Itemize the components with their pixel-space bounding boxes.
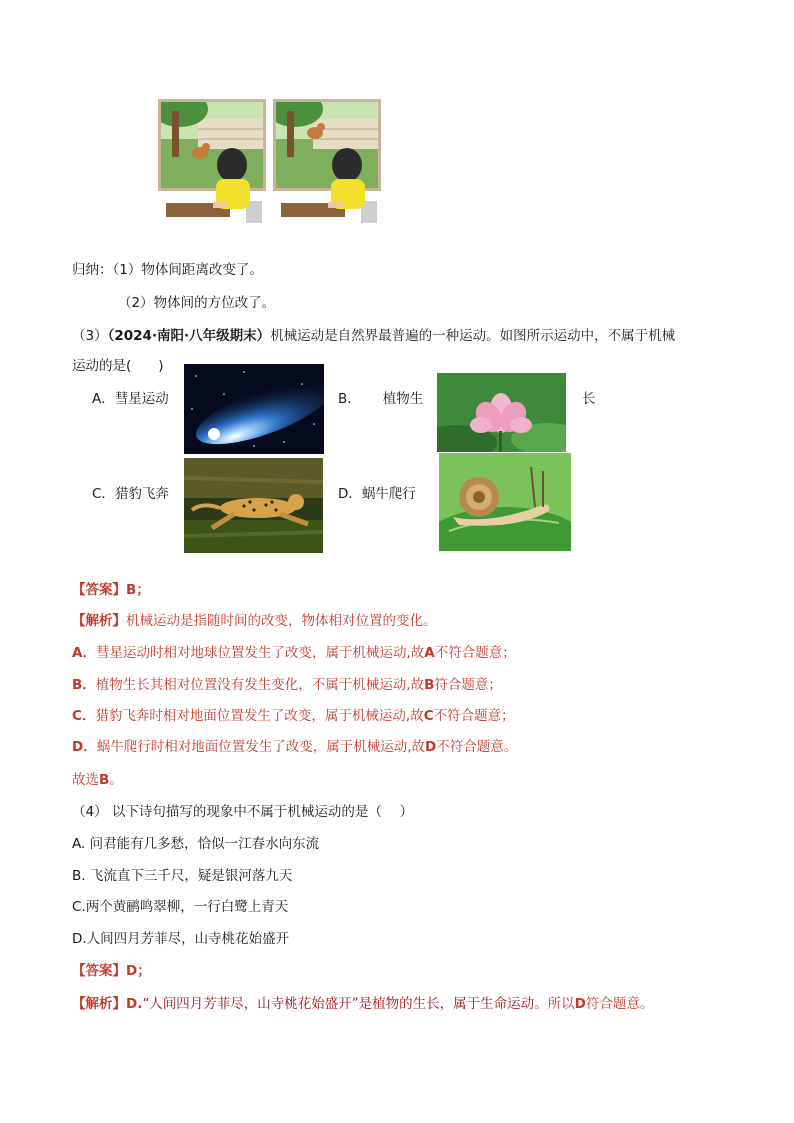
q3-analysis-line-d: D．蜗牛爬行时相对地面位置发生了改变，属于机械运动,故D不符合题意。	[72, 739, 518, 755]
q4-option-a: A. 问君能有几多愁，恰似一江春水向东流	[72, 836, 320, 852]
q4-analysis: 【解析】D.“人间四月芳菲尽，山寺桃花始盛开”是植物的生长，属于生命运动。所以D符合题意。	[72, 996, 654, 1012]
option-letter: D．	[338, 486, 362, 502]
option-letter: B．	[338, 391, 361, 407]
snail-photo	[439, 453, 571, 551]
q3-source: （2024·南阳·八年级期末）	[107, 328, 271, 344]
q4-option-b: B. 飞流直下三千尺，疑是银河落九天	[72, 868, 293, 884]
q3-analysis-line-a: A．彗星运动时相对地球位置发生了改变，属于机械运动,故A不符合题意；	[72, 645, 516, 661]
q4-answer	[72, 961, 151, 981]
window-scene-right-illustration	[273, 99, 381, 223]
q3-analysis-intro	[72, 611, 437, 631]
cheetah-photo	[184, 458, 323, 553]
q3-stem-line-1	[72, 326, 675, 346]
q3-option-a	[92, 389, 169, 409]
summary-line-1	[72, 260, 263, 280]
q3-option-c	[92, 484, 169, 504]
summary-point-1: （1）物体间距离改变了。	[112, 262, 263, 278]
answer-value: B；	[126, 582, 150, 598]
q3-analysis-line-c: C．猎豹飞奔时相对地面位置发生了改变，属于机械运动,故C不符合题意；	[72, 708, 515, 724]
q3-stem-2: 运动的是( )	[72, 358, 164, 374]
option-letter: C．	[92, 486, 115, 502]
analysis-intro: 机械运动是指随时间的改变，物体相对位置的变化。	[126, 613, 437, 629]
q3-conclusion: 故选B。	[72, 772, 123, 788]
answer-label: 【答案】	[72, 582, 126, 598]
analysis-label: 【解析】	[72, 996, 126, 1012]
option-text: 彗星运动	[114, 391, 169, 407]
lotus-photo	[437, 373, 566, 452]
q3-answer	[72, 580, 150, 600]
option-text: 猎豹飞奔	[114, 486, 169, 502]
q3-option-b	[338, 389, 423, 409]
q3-number: （3）	[72, 328, 108, 344]
comet-photo	[184, 364, 324, 454]
summary-label: 归纳：	[72, 262, 113, 278]
summary-point-2: （2）物体间的方位改了。	[118, 295, 276, 311]
option-letter: A．	[92, 391, 115, 407]
option-text: 蜗牛爬行	[361, 486, 416, 502]
answer-label: 【答案】	[72, 963, 126, 979]
q3-stem-1: 机械运动是自然界最普遍的一种运动。如图所示运动中，不属于机械	[270, 328, 676, 344]
analysis-label: 【解析】	[72, 613, 126, 629]
q3-option-d	[338, 484, 416, 504]
q3-option-b-tail: 长	[582, 391, 596, 407]
q4-option-d: D.人间四月芳菲尽，山寺桃花始盛开	[72, 931, 290, 947]
q3-analysis-line-b: B．植物生长其相对位置没有发生变化，不属于机械运动,故B符合题意；	[72, 677, 502, 693]
option-text: 植物生	[382, 391, 424, 407]
q4-stem: （4） 以下诗句描写的现象中不属于机械运动的是（ ）	[72, 804, 414, 820]
q4-option-c: C.两个黄鹂鸣翠柳，一行白鹭上青天	[72, 899, 289, 915]
window-scene-left-illustration	[158, 99, 266, 223]
answer-value: D；	[126, 963, 151, 979]
